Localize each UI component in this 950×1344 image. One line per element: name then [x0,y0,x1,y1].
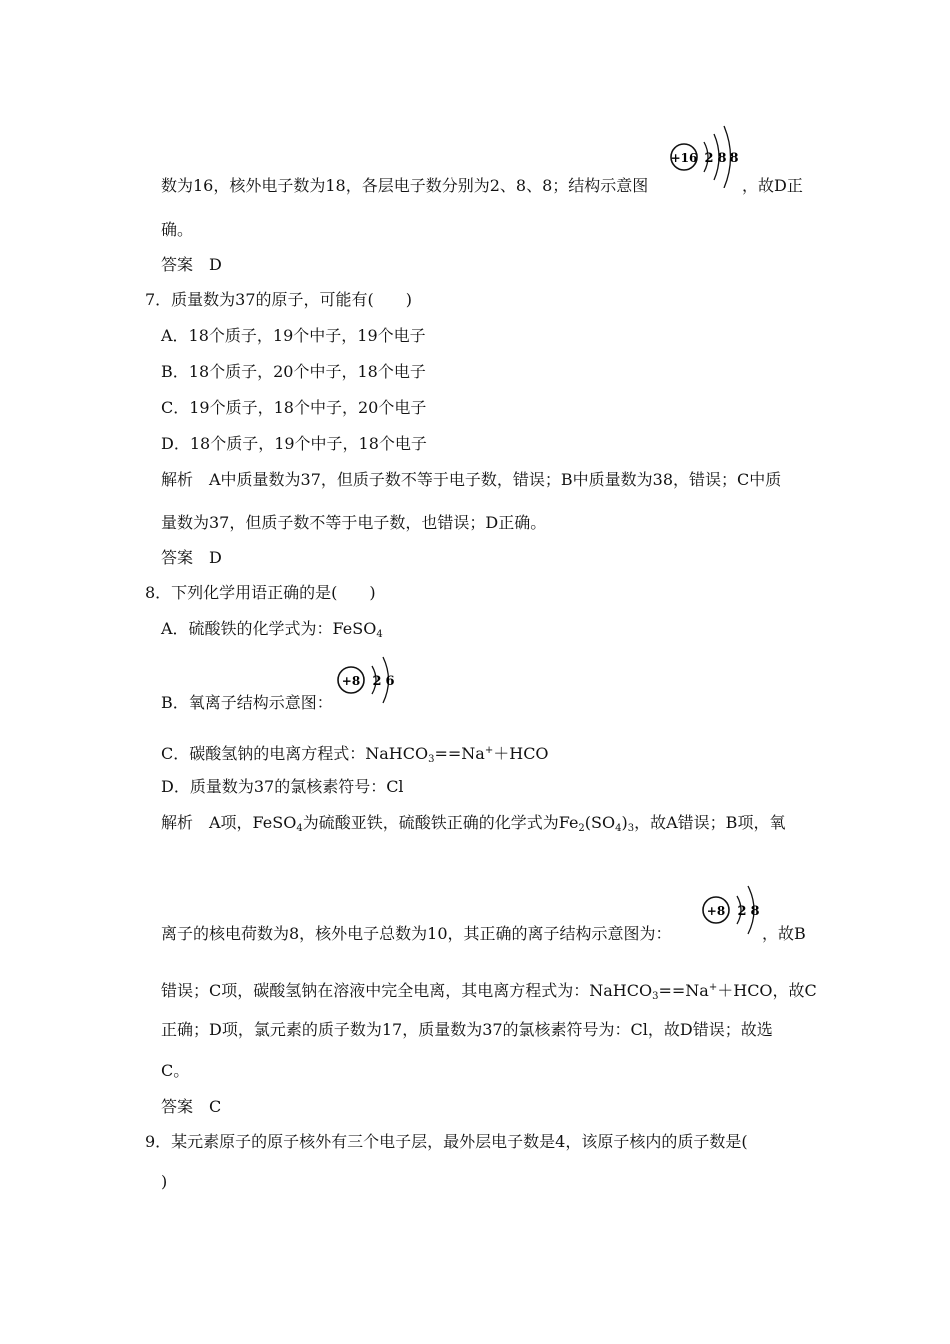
p6-line1 [161,176,648,196]
subscript: 3 [627,823,635,834]
q7-answer: 答案 D [161,548,222,567]
nucleus-charge: +8 [706,904,726,918]
shell-count: 8 [729,151,739,166]
q7-option-a: A．18个质子，19个中子，19个电子 [161,326,426,345]
q8-option-d: D．质量数为37的氯核素符号：Cl [161,777,404,796]
p6-line1-text: 数为16，核外电子数为18，各层电子数分别为2、8、8；结构示意图 [161,176,649,195]
shell-count: 2 [737,904,747,919]
q8-analysis-1 [161,813,785,839]
subscript: 2 [578,823,585,834]
q7-option-d: D．18个质子，19个中子，18个电子 [161,434,427,453]
q8-analysis-5: C。 [161,1061,190,1080]
q8-option-b: B．氧离子结构示意图： [161,693,333,712]
nucleus-charge: +8 [341,674,361,688]
subscript: 3 [428,754,435,765]
superscript: + [708,982,718,993]
q7-stem: 7．质量数为37的原子，可能有( ) [145,290,413,309]
p6-line2: 确。 [161,220,194,239]
q8-option-c [161,741,549,770]
shell-count: 8 [717,151,727,166]
q7-option-c: C．19个质子，18个中子，20个电子 [161,398,427,417]
q8-analysis-2-tail: ，故B [762,924,806,943]
text: (SO [584,813,616,832]
q9-stem-2: ) [161,1172,168,1191]
text: 错误；C项，碳酸氢钠在溶液中完全电离，其电离方程式为：NaHCO [161,981,653,1000]
text: ＋HCO，故C [717,981,817,1000]
q8-analysis-4: 正确；D项，氯元素的质子数为17，质量数为37的氯核素符号为：Cl，故D错误；故选 [161,1020,773,1039]
shell-count: 8 [750,904,760,919]
oxygen-ion-structure-diagram-option-b [334,652,398,706]
shell-count: 2 [704,151,714,166]
q8-analysis-2: 离子的核电荷数为8，核外电子总数为10，其正确的离子结构示意图为： [161,924,672,943]
q8-option-a-text: A．硫酸铁的化学式为：FeSO [161,619,377,638]
q9-stem-1: 9．某元素原子的原子核外有三个电子层，最外层电子数是4，该原子核内的质子数是( [145,1132,748,1151]
text: 解析 A项，FeSO [161,813,297,832]
oxygen-ion-structure-diagram-correct [700,882,764,938]
text: ，故A错误；B项，氧 [634,813,786,832]
p6-line1-tail: ，故D正 [742,176,803,195]
subscript: 4 [296,823,303,834]
subscript: 4 [376,629,383,640]
q8-option-a [161,619,383,645]
shell-count: 6 [385,674,395,689]
shell-count: 2 [372,674,382,689]
superscript: + [484,745,494,756]
text: ＋HCO [493,744,549,763]
p6-answer: 答案 D [161,255,222,274]
text: ==Na [434,744,485,763]
q8-stem: 8．下列化学用语正确的是( ) [145,583,376,602]
sulfur-ion-structure-diagram [668,122,748,188]
text: ) [621,813,628,832]
subscript: 3 [652,991,659,1002]
q7-option-b: B．18个质子，20个中子，18个电子 [161,362,426,381]
nucleus-charge: +16 [670,151,698,165]
q7-analysis-1: 解析 A中质量数为37，但质子数不等于电子数，错误；B中质量数为38，错误；C中质 [161,470,782,489]
q7-analysis-2: 量数为37，但质子数不等于电子数，也错误；D正确。 [161,513,547,532]
text: C．碳酸氢钠的电离方程式：NaHCO [161,744,429,763]
text: 为硫酸亚铁，硫酸铁正确的化学式为Fe [302,813,579,832]
text: ==Na [658,981,709,1000]
q8-analysis-3 [161,978,817,1007]
subscript: 4 [615,823,622,834]
q8-answer: 答案 C [161,1097,222,1116]
